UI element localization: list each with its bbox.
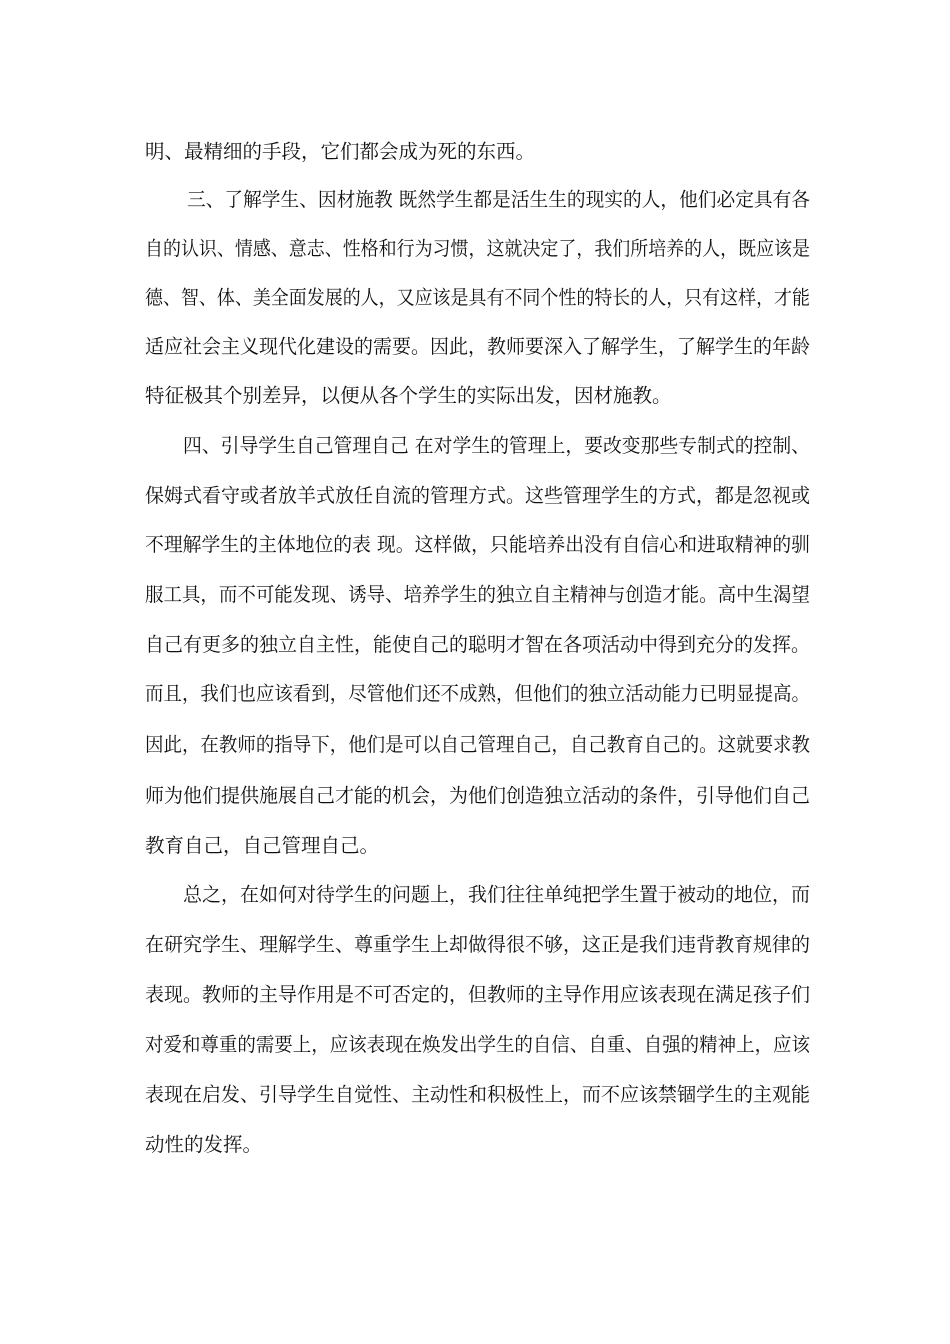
text-line: 表现。教师的主导作用是不可否定的，但教师的主导作用应该表现在满足孩子们 [145, 983, 810, 1006]
text-line: 不理解学生的主体地位的表 现。这样做，只能培养出没有自信心和进取精神的驯 [145, 533, 810, 556]
paragraph-heading-line: 三、了解学生、因材施教 既然学生都是活生生的现实的人，他们必定具有各 [187, 188, 810, 211]
text-line: 而且，我们也应该看到，尽管他们还不成熟，但他们的独立活动能力已明显提高。 [145, 682, 810, 705]
text-line: 服工具，而不可能发现、诱导、培养学生的独立自主精神与创造才能。高中生渴望 [145, 583, 810, 606]
text-line: 表现在启发、引导学生自觉性、主动性和积极性上，而不应该禁锢学生的主观能 [145, 1083, 810, 1106]
paragraph-heading-line: 四、引导学生自己管理自己 在对学生的管理上，要改变那些专制式的控制、 [183, 434, 810, 457]
text-line: 对爱和尊重的需要上，应该表现在焕发出学生的自信、自重、自强的精神上，应该 [145, 1033, 810, 1056]
text-line: 明、最精细的手段，它们都会成为死的东西。 [145, 140, 536, 163]
text-line: 德、智、体、美全面发展的人，又应该是具有不同个性的特长的人，只有这样，才能 [145, 286, 810, 309]
text-line: 因此，在教师的指导下，他们是可以自己管理自己，自己教育自己的。这就要求教 [145, 733, 810, 756]
text-line: 保姆式看守或者放羊式放任自流的管理方式。这些管理学生的方式，都是忽视或 [145, 484, 810, 507]
text-line: 特征极其个别差异，以便从各个学生的实际出发，因材施教。 [145, 384, 672, 407]
text-line: 师为他们提供施展自己才能的机会，为他们创造独立活动的条件，引导他们自己 [145, 784, 810, 807]
text-line: 适应社会主义现代化建设的需要。因此，教师要深入了解学生，了解学生的年龄 [145, 335, 810, 358]
text-line: 动性的发挥。 [145, 1133, 263, 1156]
text-line: 自己有更多的独立自主性，能使自己的聪明才智在各项活动中得到充分的发挥。 [145, 633, 810, 656]
text-line: 在研究学生、理解学生、尊重学生上却做得很不够，这正是我们违背教育规律的 [145, 933, 810, 956]
text-line: 教育自己，自己管理自己。 [145, 834, 380, 857]
text-line: 自的认识、情感、意志、性格和行为习惯，这就决定了，我们所培养的人，既应该是 [145, 237, 810, 260]
paragraph-first-line: 总之，在如何对待学生的问题上，我们往往单纯把学生置于被动的地位，而 [183, 883, 810, 906]
